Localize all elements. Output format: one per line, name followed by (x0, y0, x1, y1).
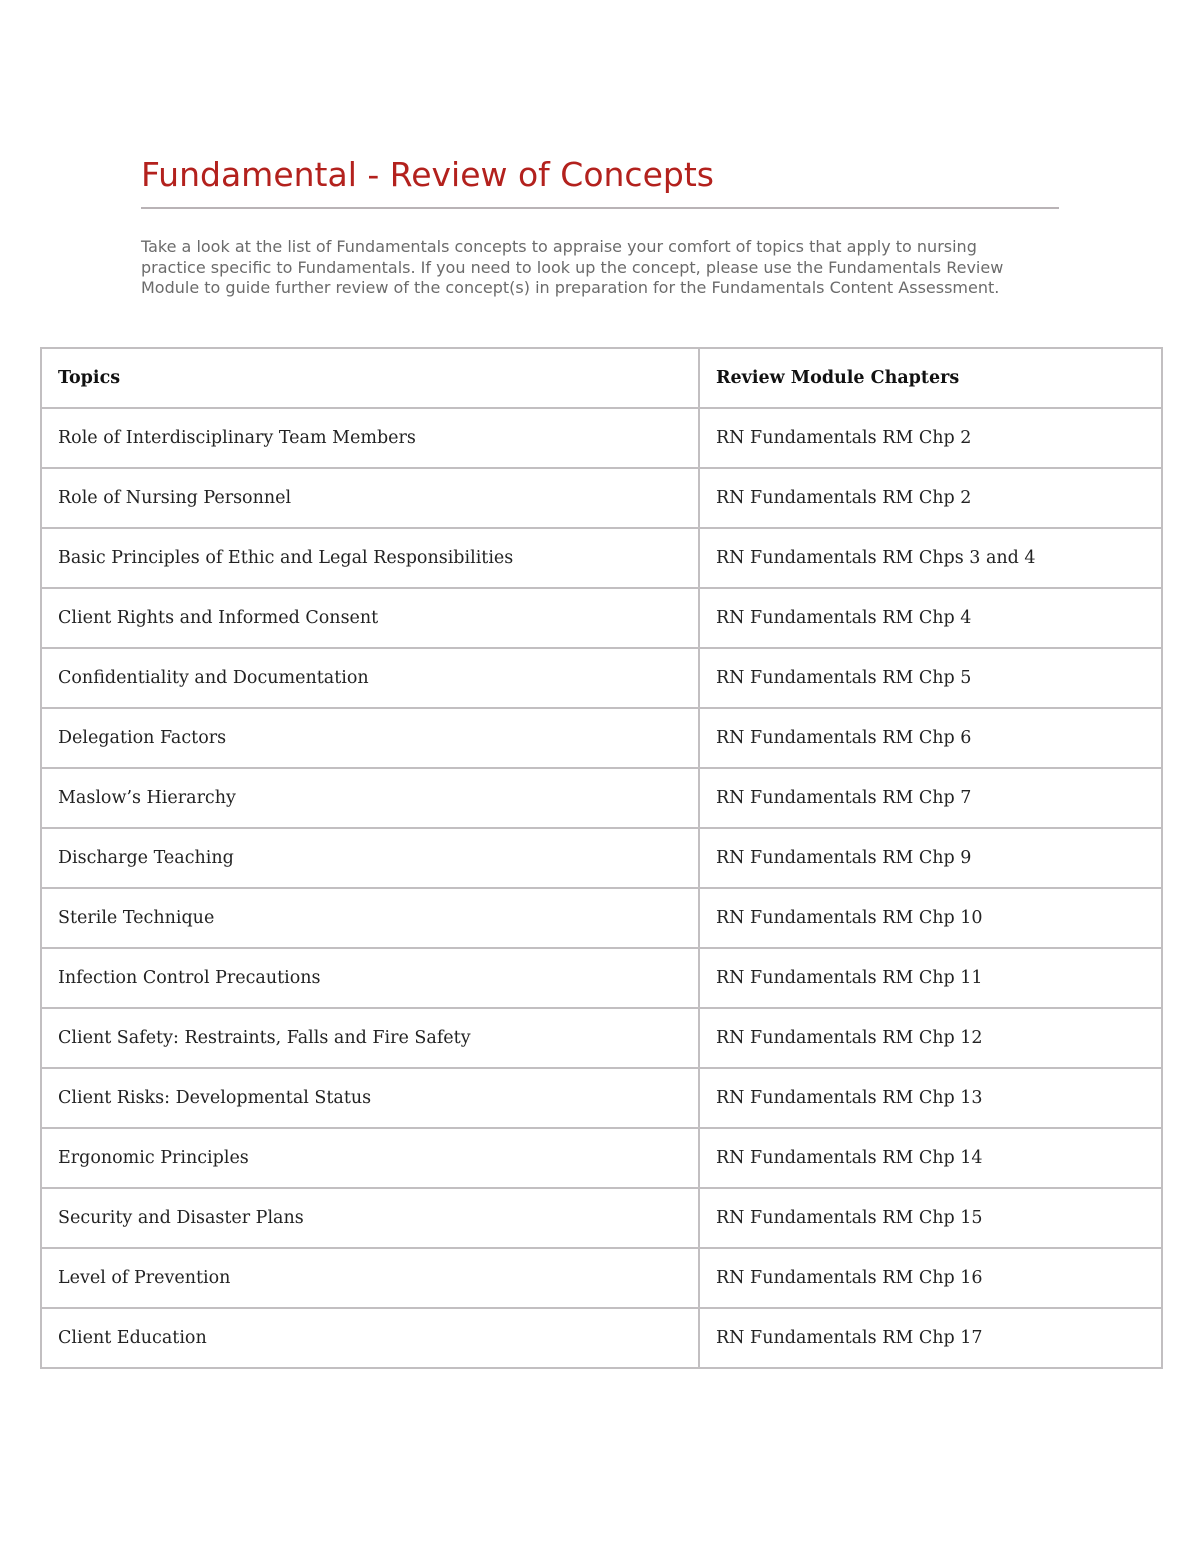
table-row (41, 1008, 1162, 1068)
table-row (41, 468, 1162, 528)
table-row (41, 528, 1162, 588)
table-row (41, 828, 1162, 888)
topic-cell: Maslow’s Hierarchy (41, 768, 699, 828)
topic-cell: Confidentiality and Documentation (41, 648, 699, 708)
table-row (41, 1248, 1162, 1308)
topic-cell: Infection Control Precautions (41, 948, 699, 1008)
topic-cell: Security and Disaster Plans (41, 1188, 699, 1248)
chapter-cell: RN Fundamentals RM Chp 10 (699, 888, 1162, 948)
chapter-cell: RN Fundamentals RM Chps 3 and 4 (699, 528, 1162, 588)
topic-cell: Role of Nursing Personnel (41, 468, 699, 528)
table-row (41, 1188, 1162, 1248)
topic-cell: Basic Principles of Ethic and Legal Responsibilities (41, 528, 699, 588)
table-row (41, 648, 1162, 708)
concepts-table (40, 347, 1163, 1369)
topic-cell: Client Risks: Developmental Status (41, 1068, 699, 1128)
topic-cell: Role of Interdisciplinary Team Members (41, 408, 699, 468)
topic-cell: Client Education (41, 1308, 699, 1368)
chapter-cell: RN Fundamentals RM Chp 13 (699, 1068, 1162, 1128)
table-header-row (41, 348, 1162, 408)
chapter-cell: RN Fundamentals RM Chp 5 (699, 648, 1162, 708)
page-title: Fundamental - Review of Concepts (141, 155, 714, 194)
table-row (41, 1128, 1162, 1188)
header-topics: Topics (41, 348, 699, 408)
chapter-cell: RN Fundamentals RM Chp 16 (699, 1248, 1162, 1308)
table-row (41, 1308, 1162, 1368)
chapter-cell: RN Fundamentals RM Chp 2 (699, 408, 1162, 468)
title-divider (141, 207, 1059, 209)
topic-cell: Client Rights and Informed Consent (41, 588, 699, 648)
topic-cell: Client Safety: Restraints, Falls and Fire Safety (41, 1008, 699, 1068)
table-row (41, 588, 1162, 648)
chapter-cell: RN Fundamentals RM Chp 14 (699, 1128, 1162, 1188)
table-row (41, 888, 1162, 948)
chapter-cell: RN Fundamentals RM Chp 11 (699, 948, 1162, 1008)
topic-cell: Delegation Factors (41, 708, 699, 768)
chapter-cell: RN Fundamentals RM Chp 4 (699, 588, 1162, 648)
table-row (41, 768, 1162, 828)
topic-cell: Level of Prevention (41, 1248, 699, 1308)
topic-cell: Sterile Technique (41, 888, 699, 948)
chapter-cell: RN Fundamentals RM Chp 6 (699, 708, 1162, 768)
chapter-cell: RN Fundamentals RM Chp 9 (699, 828, 1162, 888)
table-row (41, 408, 1162, 468)
chapter-cell: RN Fundamentals RM Chp 2 (699, 468, 1162, 528)
chapter-cell: RN Fundamentals RM Chp 7 (699, 768, 1162, 828)
table-row (41, 1068, 1162, 1128)
topic-cell: Discharge Teaching (41, 828, 699, 888)
chapter-cell: RN Fundamentals RM Chp 12 (699, 1008, 1162, 1068)
intro-paragraph: Take a look at the list of Fundamentals concepts to appraise your comfort of topics that apply to nursing practice specific to Fundamentals. If you need to look up the concept, please use the Fundamentals Review Module to guide further review of the concept(s) in preparation for the Fundamentals Content Assessment. (141, 237, 1004, 298)
table-row (41, 948, 1162, 1008)
header-review-module-chapters: Review Module Chapters (699, 348, 1162, 408)
topic-cell: Ergonomic Principles (41, 1128, 699, 1188)
chapter-cell: RN Fundamentals RM Chp 15 (699, 1188, 1162, 1248)
table-row (41, 708, 1162, 768)
chapter-cell: RN Fundamentals RM Chp 17 (699, 1308, 1162, 1368)
